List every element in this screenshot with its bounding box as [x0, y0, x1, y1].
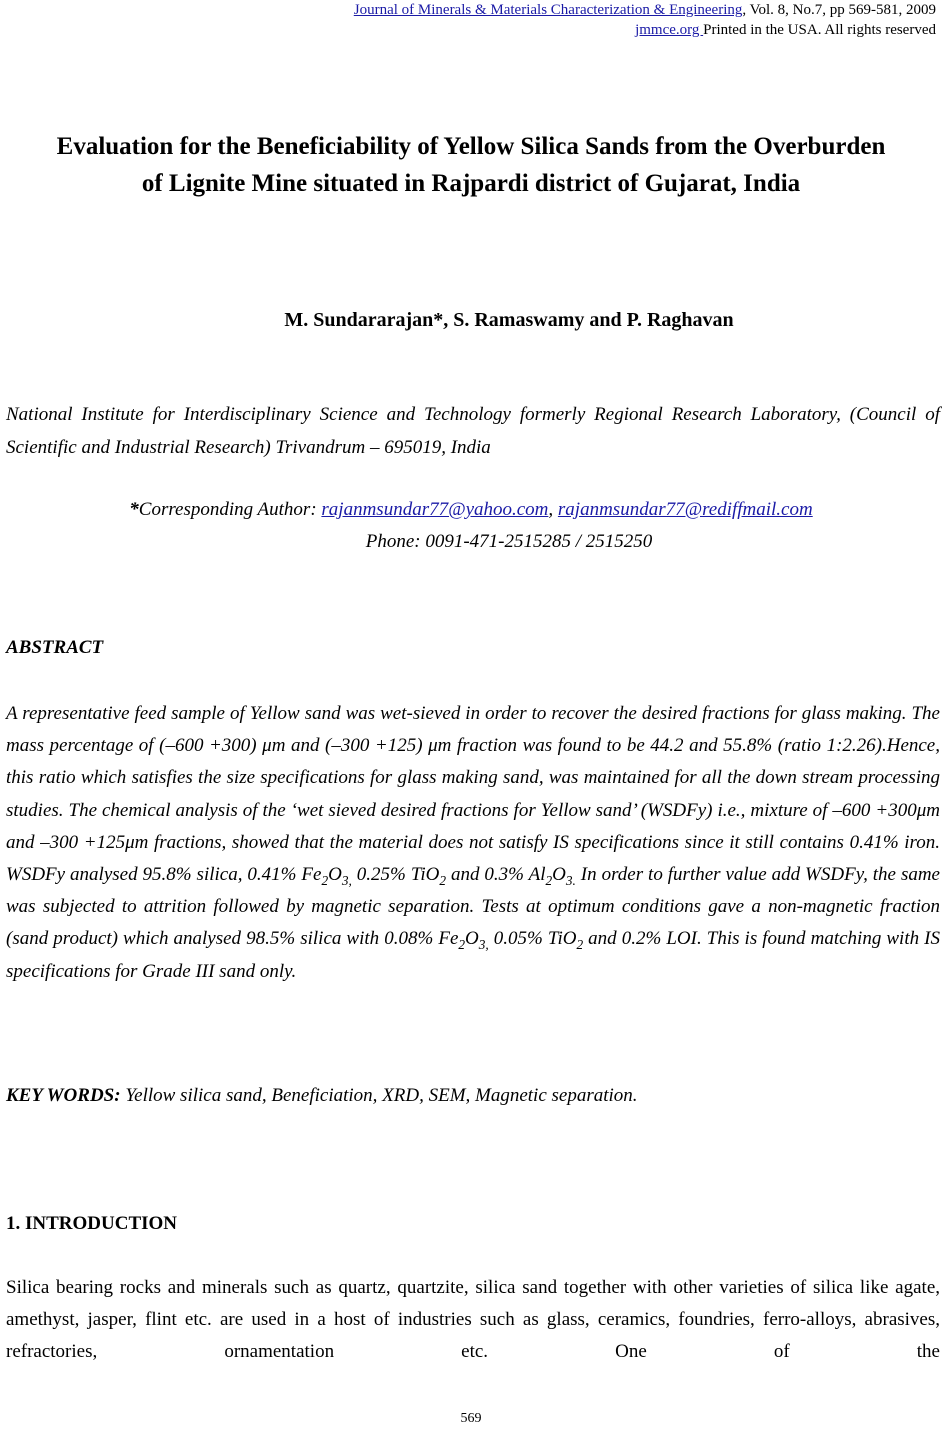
subscript: 2	[545, 872, 553, 888]
abstract-part: A representative feed sample of Yellow sand was wet-sieved in order to recover the desired fractions for glass making. The mass percentage of (–600 +300) μm and (–300 +125) μm fraction was found to be 44.2 and 55.8% (ratio 1:2.26).Hence, this ratio which satisfies the size specifications for glass making sand, was maintained for all the down stream processing studies. The chemical analysis of the ‘wet sieved desired fractions for Yellow sand’ (WSDFy) i.e., mixture of –600 +300μm and –300 +125μm fractions, showed that the material does not satisfy IS specifications since it still contains 0.41% iron. WSDFy analysed 95.8% silica, 0.41% Fe	[6, 703, 940, 886]
email-link-rediff[interactable]: rajanmsundar77@rediffmail.com	[557, 499, 813, 520]
subscript: 2	[576, 937, 584, 953]
email-link-yahoo[interactable]: rajanmsundar77@yahoo.com	[321, 499, 549, 520]
abstract-heading: ABSTRACT	[6, 637, 104, 658]
rights-notice: Printed in the USA. All rights reserved	[703, 22, 936, 38]
abstract-part: In order to further value add WSDFy, the same was subjected to attrition followed by magnetic separation. Tests at optimum conditions gave a non-magnetic fraction (sand product) which analysed 98.5% silica with 0.08% Fe	[6, 864, 940, 950]
introduction-text: Silica bearing rocks and minerals such as quartz, quartzite, silica sand together with other varieties of silica like agate, amethyst, jasper, flint etc. are used in a host of industries such as glass, ceramics, foundries, ferro-alloys, abrasives, refractories, ornamentation etc. One of the	[6, 1277, 940, 1362]
subscript: 3,	[341, 872, 352, 888]
abstract-part: and 0.3% Al	[446, 864, 546, 886]
corresponding-label: Corresponding Author:	[138, 499, 322, 520]
abstract-part: 0.25% TiO	[351, 864, 440, 886]
abstract-text	[6, 698, 940, 988]
subscript: 2	[321, 872, 329, 888]
subscript: 3,	[478, 937, 489, 953]
abstract-part: O	[328, 864, 342, 886]
header-line-2	[354, 20, 936, 40]
header-line-1	[354, 0, 936, 20]
email-separator: ,	[548, 499, 558, 520]
abstract-part: 0.05% TiO	[488, 928, 577, 950]
abstract-part: and 0.2% LOI. This is found matching with IS specifications for Grade III sand only.	[6, 928, 940, 982]
journal-header	[354, 0, 936, 40]
journal-citation: , Vol. 8, No.7, pp 569-581, 2009	[742, 2, 936, 18]
abstract-part: O	[552, 864, 566, 886]
subscript: 2	[458, 937, 466, 953]
title-line-1: Evaluation for the Beneficiability of Yellow Silica Sands from the Overburden	[56, 133, 886, 160]
subscript: 2	[439, 872, 447, 888]
abstract-part: O	[465, 928, 479, 950]
phone-number: Phone: 0091-471-2515285 / 2515250	[365, 531, 653, 552]
subscript: 3.	[565, 872, 576, 888]
title-line-2: of Lignite Mine situated in Rajpardi district of Gujarat, India	[141, 170, 801, 197]
keywords	[6, 1082, 638, 1110]
site-link[interactable]: jmmce.org	[635, 22, 704, 38]
keywords-text: Yellow silica sand, Beneficiation, XRD, SEM, Magnetic separation.	[120, 1085, 638, 1106]
page-number: 569	[460, 1411, 482, 1426]
keywords-label: KEY WORDS:	[6, 1085, 121, 1106]
introduction-heading: 1. INTRODUCTION	[6, 1213, 178, 1234]
affiliation: National Institute for Interdisciplinary Science and Technology formerly Regional Research Laboratory, (Council of Scientific and Industrial Research) Trivandrum – 695019, India	[6, 404, 940, 458]
journal-link[interactable]: Journal of Minerals & Materials Characterization & Engineering	[353, 2, 743, 18]
corresponding-author	[0, 496, 942, 524]
author-list: M. Sundararajan*, S. Ramaswamy and P. Raghavan	[284, 309, 734, 331]
corresponding-star: *	[129, 499, 139, 520]
paper-title	[0, 128, 942, 202]
